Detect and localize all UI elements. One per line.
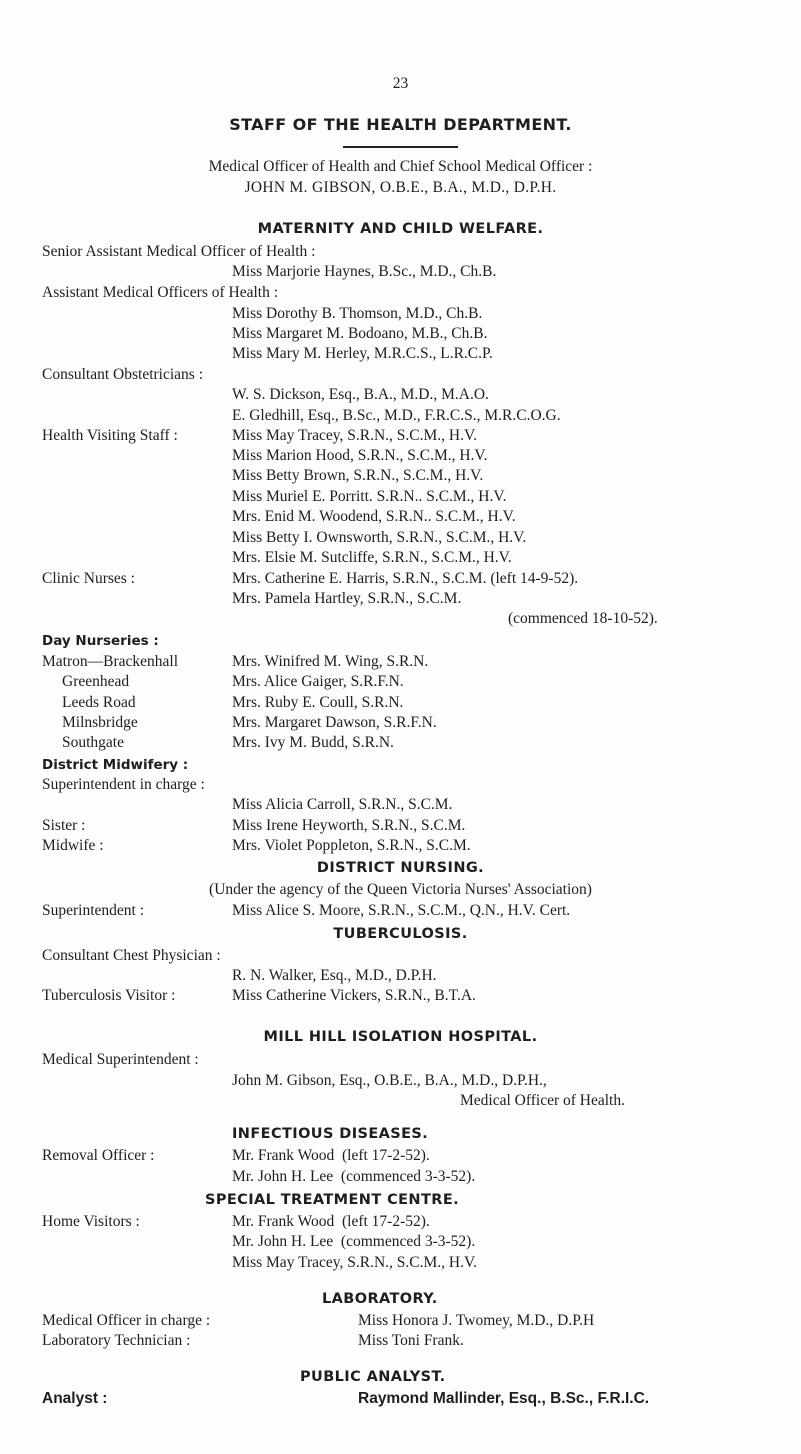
nursery-place: Matron—Brackenhall [42,653,179,670]
section-heading-public-analyst: PUBLIC ANALYST. [300,1369,446,1385]
obstetrician-name: W. S. Dickson, Esq., B.A., M.D., M.A.O. [232,386,489,403]
tb-visitor-label: Tuberculosis Visitor : [42,987,176,1004]
analyst-name: Raymond Mallinder, Esq., B.Sc., F.R.I.C. [358,1390,650,1407]
home-visitor-entry: Miss May Tracey, S.R.N., S.C.M., H.V. [232,1254,478,1271]
district-midwifery-heading: District Midwifery : [42,757,189,773]
section-heading-laboratory: LABORATORY. [322,1291,438,1307]
moh-name: JOHN M. GIBSON, O.B.E., B.A., M.D., D.P.H. [244,179,557,196]
section-heading-district-nursing: DISTRICT NURSING. [316,860,485,876]
moh-label: Medical Officer of Health and Chief School Medical Officer : [208,158,593,175]
medical-superintendent-name: John M. Gibson, Esq., O.B.E., B.A., M.D., D.P.H., [232,1072,547,1089]
midwife-name: Mrs. Violet Poppleton, S.R.N., S.C.M. [232,837,471,854]
hv-staff-name: Miss Betty I. Ownsworth, S.R.N., S.C.M., H.V. [232,529,527,546]
assistant-amo-name: Miss Margaret M. Bodoano, M.B., Ch.B. [232,325,488,342]
district-nursing-superintendent-label: Superintendent : [42,902,145,919]
clinic-nurse-name: Mrs. Pamela Hartley, S.R.N., S.C.M. [232,590,462,607]
tb-visitor-name: Miss Catherine Vickers, S.R.N., B.T.A. [232,987,476,1004]
nursery-place: Milnsbridge [62,714,138,731]
obstetricians-label: Consultant Obstetricians : [42,366,204,383]
chest-physician-name: R. N. Walker, Esq., M.D., D.P.H. [232,967,437,984]
sister-name: Miss Irene Heyworth, S.R.N., S.C.M. [232,817,466,834]
page-title: STAFF OF THE HEALTH DEPARTMENT. [229,115,572,134]
hv-staff-name: Mrs. Elsie M. Sutcliffe, S.R.N., S.C.M., H.V. [232,549,512,566]
hv-staff-label: Health Visiting Staff : [42,427,178,444]
hv-staff-name: Mrs. Enid M. Woodend, S.R.N.. S.C.M., H.V. [232,508,516,525]
district-nursing-note: (Under the agency of the Queen Victoria Nurses' Association) [209,881,592,898]
nursery-place: Leeds Road [62,694,136,711]
section-heading-infectious: INFECTIOUS DISEASES. [232,1126,429,1142]
page-number: 23 [392,75,409,92]
home-visitor-entry: Mr. John H. Lee (commenced 3-3-52). [232,1233,476,1250]
nursery-place: Greenhead [62,673,130,690]
midwifery-superintendent-label: Superintendent in charge : [42,776,205,793]
section-heading-maternity: MATERNITY AND CHILD WELFARE. [257,221,544,237]
assistant-amo-name: Miss Dorothy B. Thomson, M.D., Ch.B. [232,305,483,322]
midwifery-superintendent-name: Miss Alicia Carroll, S.R.N., S.C.M. [232,796,453,813]
assistant-amo-label: Assistant Medical Officers of Health : [42,284,279,301]
nursery-matron: Mrs. Ivy M. Budd, S.R.N. [232,734,394,751]
hv-staff-name: Miss Marion Hood, S.R.N., S.C.M., H.V. [232,447,488,464]
section-heading-mill-hill: MILL HILL ISOLATION HOSPITAL. [263,1029,538,1045]
nursery-place: Southgate [62,734,124,751]
medical-superintendent-label: Medical Superintendent : [42,1051,199,1068]
senior-amo-label: Senior Assistant Medical Officer of Health : [42,243,316,260]
hv-staff-name: Miss Betty Brown, S.R.N., S.C.M., H.V. [232,467,484,484]
section-heading-tuberculosis: TUBERCULOSIS. [333,926,468,942]
section-heading-special-treatment: SPECIAL TREATMENT CENTRE. [205,1192,460,1208]
chest-physician-label: Consultant Chest Physician : [42,947,221,964]
home-visitors-label: Home Visitors : [42,1213,140,1230]
nursery-matron: Mrs. Ruby E. Coull, S.R.N. [232,694,404,711]
hv-staff-name: Miss Muriel E. Porritt. S.R.N.. S.C.M., H.V. [232,488,507,505]
lab-moc-name: Miss Honora J. Twomey, M.D., D.P.H [358,1312,595,1329]
lab-technician-label: Laboratory Technician : [42,1332,191,1349]
assistant-amo-name: Miss Mary M. Herley, M.R.C.S., L.R.C.P. [232,345,493,362]
hv-staff-name: Miss May Tracey, S.R.N., S.C.M., H.V. [232,427,478,444]
clinic-nurse-name: Mrs. Catherine E. Harris, S.R.N., S.C.M. (left 14-9-52). [232,570,579,587]
senior-amo-name: Miss Marjorie Haynes, B.Sc., M.D., Ch.B. [232,263,497,280]
clinic-nurse-note: (commenced 18-10-52). [508,610,658,627]
nursery-matron: Mrs. Alice Gaiger, S.R.F.N. [232,673,404,690]
lab-technician-name: Miss Toni Frank. [358,1332,464,1349]
lab-moc-label: Medical Officer in charge : [42,1312,211,1329]
sister-label: Sister : [42,817,86,834]
removal-officer-entry: Mr. Frank Wood (left 17-2-52). [232,1147,430,1164]
clinic-nurses-label: Clinic Nurses : [42,570,135,587]
medical-superintendent-role: Medical Officer of Health. [460,1092,625,1109]
removal-officer-entry: Mr. John H. Lee (commenced 3-3-52). [232,1168,476,1185]
title-divider [343,146,458,148]
district-nursing-superintendent-name: Miss Alice S. Moore, S.R.N., S.C.M., Q.N., H.V. Cert. [232,902,571,919]
nursery-matron: Mrs. Winifred M. Wing, S.R.N. [232,653,429,670]
removal-officer-label: Removal Officer : [42,1147,155,1164]
day-nurseries-heading: Day Nurseries : [42,633,159,649]
obstetrician-name: E. Gledhill, Esq., B.Sc., M.D., F.R.C.S., M.R.C.O.G. [232,407,561,424]
nursery-matron: Mrs. Margaret Dawson, S.R.F.N. [232,714,437,731]
analyst-label: Analyst : [42,1390,108,1407]
midwife-label: Midwife : [42,837,104,854]
home-visitor-entry: Mr. Frank Wood (left 17-2-52). [232,1213,430,1230]
